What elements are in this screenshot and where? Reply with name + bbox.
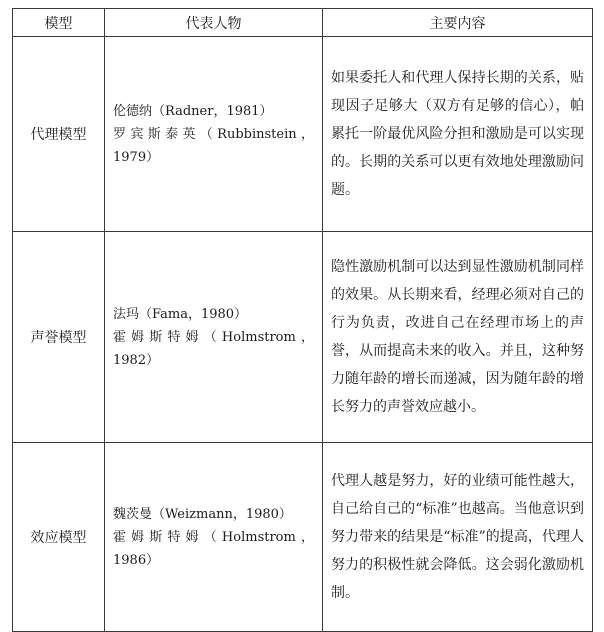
- representatives-cell: [105, 232, 323, 443]
- header-people: 代表人物: [105, 9, 323, 37]
- model-name: 声誉模型: [13, 232, 105, 443]
- representative: 魏茨曼（Weizmann，1980）: [113, 506, 292, 522]
- model-name: 效应模型: [13, 443, 105, 632]
- main-content: 代理人越是努力，好的业绩可能性越大，自己给自己的“标准”也越高。当他意识到努力带来的结果是“标准”的提高，代理人努力的积极性就会降低。这会弱化激励机制。: [323, 443, 593, 632]
- main-content: 如果委托人和代理人保持长期的关系，贴现因子足够大（双方有足够的信心），帕累托一阶最优风险分担和激励是可以实现的。长期的关系可以更有效地处理激励问题。: [323, 37, 593, 232]
- header-content: 主要内容: [323, 9, 593, 37]
- table-row: [13, 443, 593, 632]
- table-row: [13, 232, 593, 443]
- representatives-cell: [105, 37, 323, 232]
- representatives-cell: [105, 443, 323, 632]
- representative: 伦德纳（Radner，1981）: [113, 103, 273, 119]
- main-content: 隐性激励机制可以达到显性激励机制同样的效果。从长期来看，经理必须对自己的行为负责，改进自己在经理市场上的声誉，从而提高未来的收入。并且，这种努力随年龄的增长而递减，因为随年龄的增长努力的声誉效应越小。: [323, 232, 593, 443]
- representative: 霍姆斯特姆（Holmstrom，1986）: [113, 529, 314, 568]
- representative: 霍姆斯特姆（Holmstrom，1982）: [113, 329, 314, 368]
- representative: 罗宾斯泰英（Rubbinstein，1979）: [113, 126, 314, 165]
- table-header-row: [13, 9, 593, 37]
- model-comparison-table: [12, 8, 593, 632]
- table-row: [13, 37, 593, 232]
- header-model: 模型: [13, 9, 105, 37]
- representative: 法玛（Fama，1980）: [113, 306, 248, 322]
- model-name: 代理模型: [13, 37, 105, 232]
